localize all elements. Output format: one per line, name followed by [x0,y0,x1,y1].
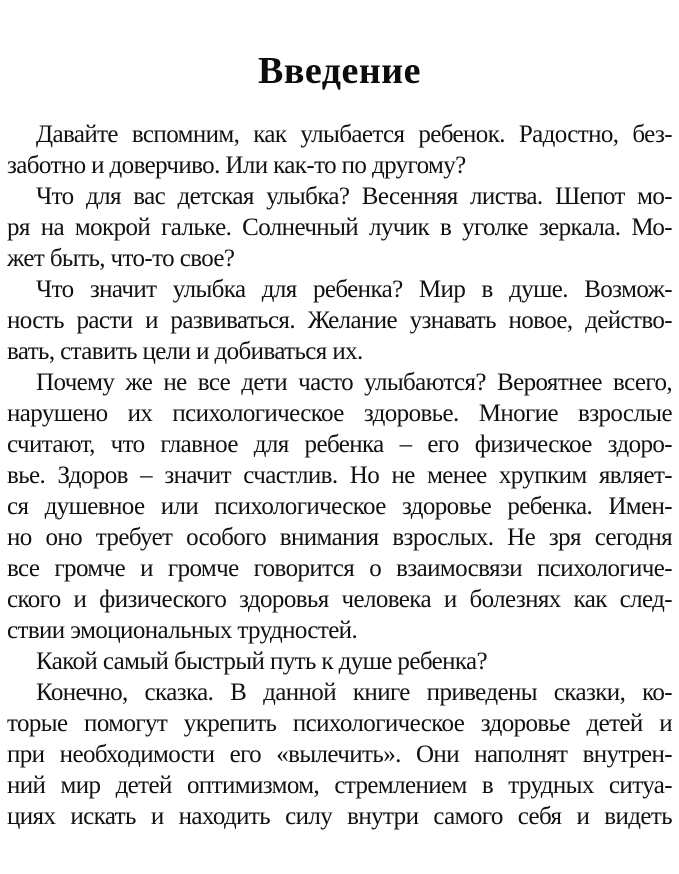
text-line: нарушено их психологическое здоровье. Многие взрослые [7,400,672,427]
text-line: ность расти и развиваться. Желание узнавать новое, действо- [7,307,672,334]
text-line: но оно требует особого внимания взрослых. Не зря сегодня [7,524,672,551]
body-text [7,119,672,832]
text-line: считают, что главное для ребенка – его физическое здоро- [7,431,672,458]
text-line: Конечно, сказка. В данной книге приведены сказки, ко- [36,679,672,706]
text-line: заботно и доверчиво. Или как-то по другому? [7,152,466,179]
text-line: ний мир детей оптимизмом, стремлением в трудных ситуа- [7,772,672,799]
text-line: циях искать и находить силу внутри самого себя и видеть [7,803,672,830]
text-line: ствии эмоциональных трудностей. [7,617,358,644]
text-line: при необходимости его «вылечить». Они наполнят внутрен- [7,741,672,768]
text-line: Что для вас детская улыбка? Весенняя листва. Шепот мо- [36,183,672,210]
text-line: вье. Здоров – значит счастлив. Но не менее хрупким являет- [7,462,672,489]
chapter-title: Введение [258,50,421,92]
text-line: Почему же не все дети часто улыбаются? Вероятнее всего, [36,369,672,396]
text-line: Давайте вспомним, как улыбается ребенок. Радостно, без- [36,121,672,148]
text-line: вать, ставить цели и добиваться их. [7,338,363,365]
text-line: ского и физического здоровья человека и болезнях как след- [7,586,672,613]
text-line: жет быть, что-то свое? [7,245,235,272]
text-line: торые помогут укрепить психологическое здоровье детей и [7,710,672,737]
text-line: Что значит улыбка для ребенка? Мир в душе. Возмож- [36,276,672,303]
text-line: ся душевное или психологическое здоровье ребенка. Имен- [7,493,672,520]
text-line: ря на мокрой гальке. Солнечный лучик в уголке зеркала. Мо- [7,214,672,241]
text-line: Какой самый быстрый путь к душе ребенка? [36,648,488,675]
text-line: все громче и громче говорится о взаимосвязи психологиче- [7,555,672,582]
